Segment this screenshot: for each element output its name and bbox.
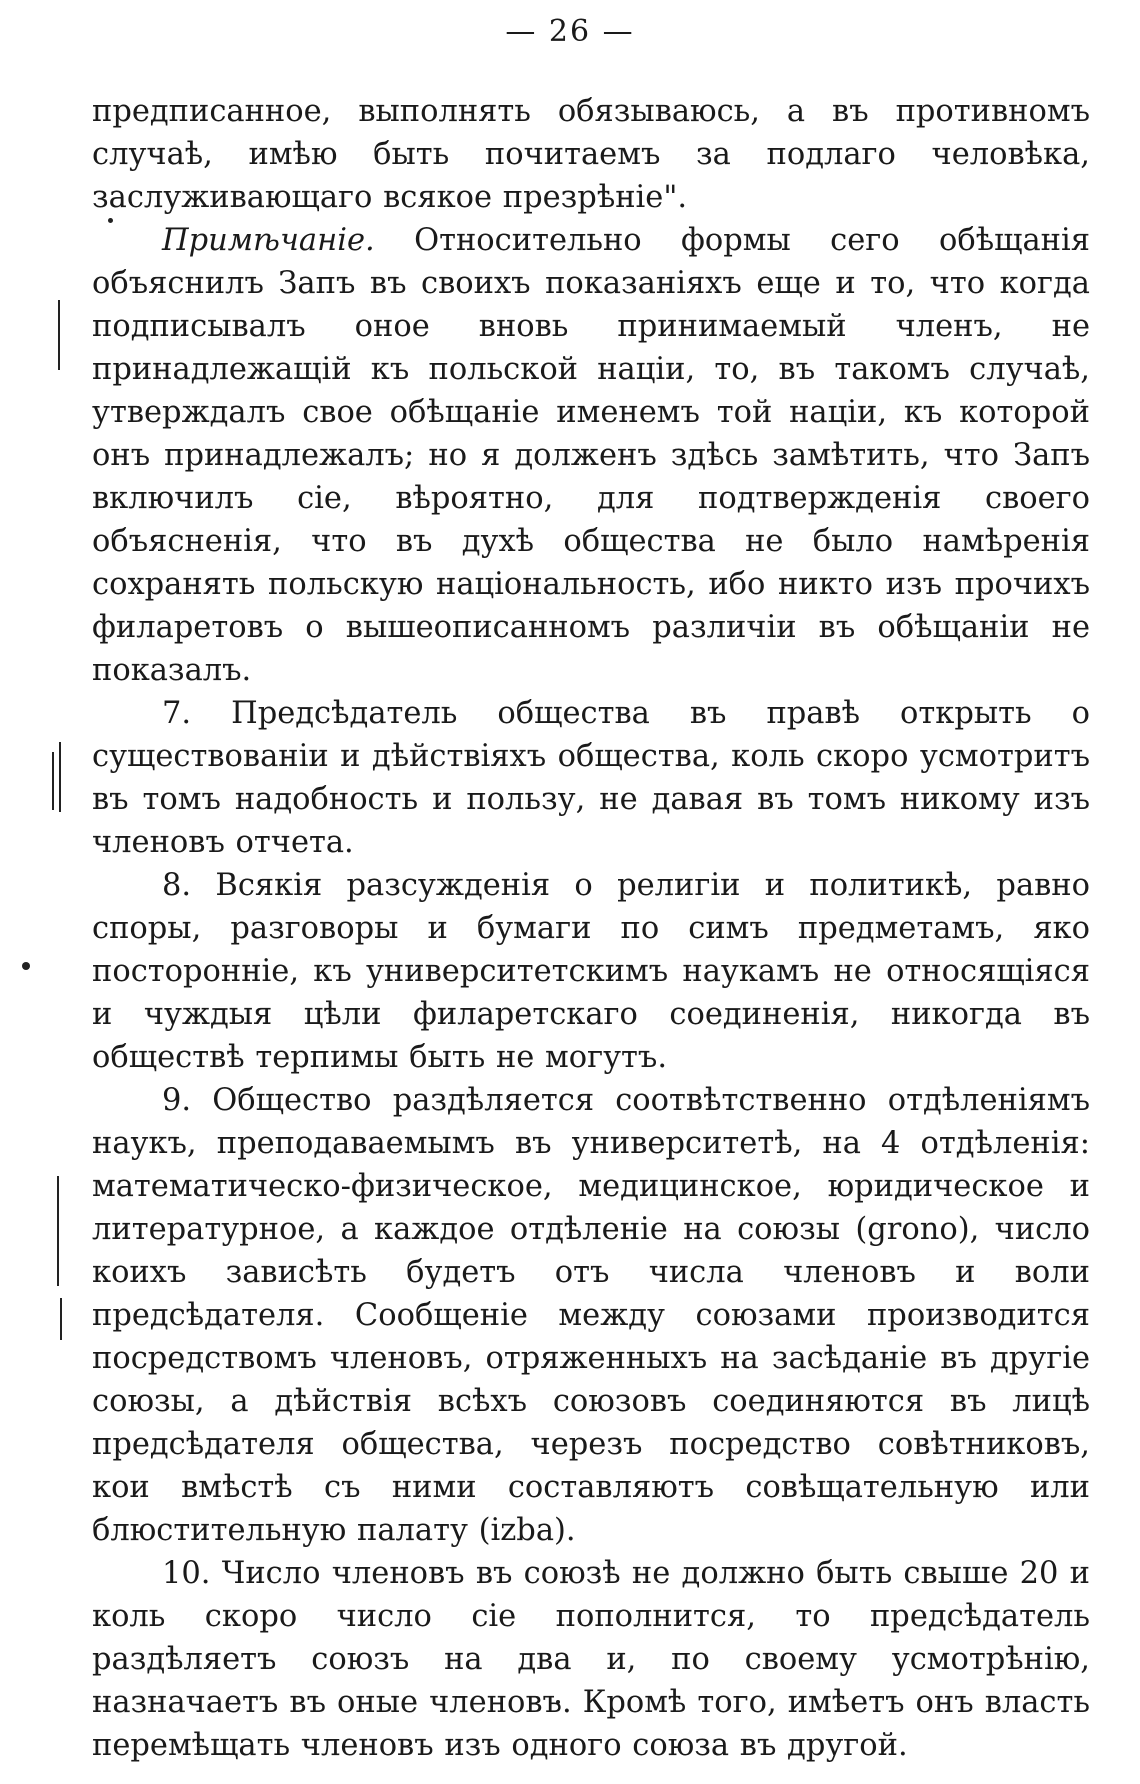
- note-label: Примѣчаніе.: [162, 223, 375, 258]
- main-text: [92, 90, 1090, 1767]
- margin-mark-1: [58, 300, 60, 370]
- margin-mark-3: [59, 742, 61, 812]
- margin-mark-4: [57, 1176, 59, 1286]
- paragraph-7: 7. Предсѣдатель общества въ правѣ открыть о существованіи и дѣйствіяхъ общества, коль скоро усмотритъ въ томъ надобность и пользу, не давая въ томъ никому изъ членовъ отчета.: [92, 696, 1090, 860]
- page-number: — 26 —: [505, 14, 635, 49]
- paragraph-8: 8. Всякія разсужденія о религіи и политикѣ, равно споры, разговоры и бумаги по симъ предметамъ, яко посторонніе, къ университетскимъ наукамъ не относящіяся и чуждыя цѣли филаретскаго соединенія, никогда въ обществѣ терпимы быть не могутъ.: [92, 868, 1090, 1075]
- note-text: Относительно формы сего обѣщанія объяснилъ Запъ въ своихъ показаніяхъ еще и то, что когда подписывалъ оное вновь принимаемый членъ, не принадлежащій къ польской націи, то, въ такомъ случаѣ, утверждалъ свое обѣщаніе именемъ той націи, къ которой онъ принадлежалъ; но я долженъ здѣсь замѣтить, что Запъ включилъ сіе, вѣроятно, для подтвержденія своего объясненія, что въ духѣ общества не было намѣренія сохранять польскую національность, ибо никто изъ прочихъ филаретовъ о вышеописанномъ различіи въ обѣщаніи не показалъ.: [92, 223, 1090, 688]
- paragraph-10: 10. Число членовъ въ союзѣ не должно быть свыше 20 и коль скоро число сіе пополнится, то предсѣдатель раздѣляетъ союзъ на два и, по своему усмотрѣнію, назначаетъ въ оные членовъ. Кромѣ того, имѣетъ онъ власть перемѣщать членовъ изъ одного союза въ другой.: [92, 1556, 1090, 1763]
- margin-dot: [22, 962, 30, 970]
- margin-mark-2: [52, 752, 54, 810]
- paragraph-note: [92, 219, 1090, 692]
- paragraph-9: 9. Общество раздѣляется соотвѣтственно отдѣленіямъ наукъ, преподаваемымъ въ университетѣ, на 4 отдѣленія: математическо-физическое, медицинское, юридическое и литературное, а каждое отдѣленіе на союзы (grono), число коихъ зависѣть будетъ отъ числа членовъ и воли предсѣдателя. Сообщеніе между союзами производится посредствомъ членовъ, отряженныхъ на засѣданіе въ другіе союзы, а дѣйствія всѣхъ союзовъ соединяются въ лицѣ предсѣдателя общества, черезъ посредство совѣтниковъ, кои вмѣстѣ съ ними составляютъ совѣщательную или блюстительную палату (izba).: [92, 1083, 1090, 1548]
- margin-mark-5: [60, 1298, 62, 1340]
- paragraph-oath-end: предписанное, выполнять обязываюсь, а въ противномъ случаѣ, имѣю быть почитаемъ за подлаго человѣка, заслуживающаго всякое презрѣніе".: [92, 94, 1090, 215]
